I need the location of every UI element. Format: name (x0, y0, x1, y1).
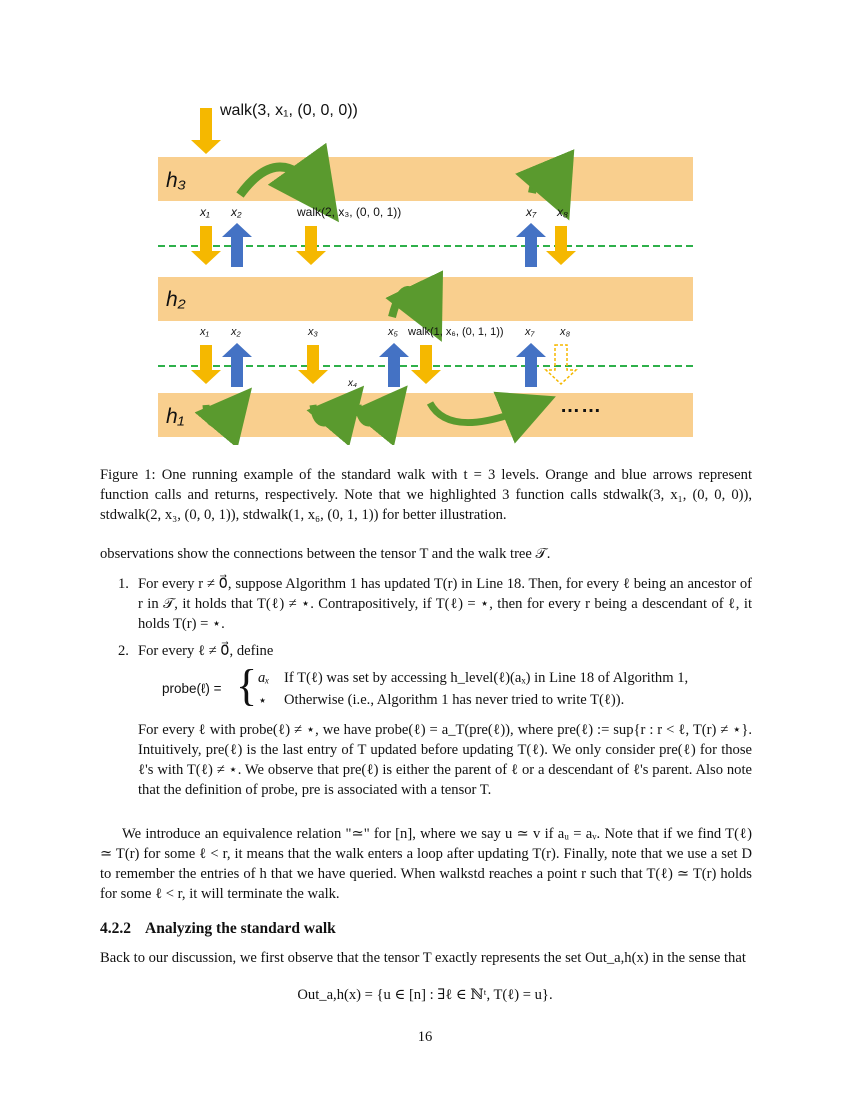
ellipsis: …… (560, 395, 602, 417)
label-x2: x₂ (231, 205, 242, 219)
list-item-2-continued (118, 720, 752, 800)
label-x3: x₃ (308, 326, 318, 338)
label-x8: x₈ (560, 326, 571, 338)
mid-call-label-level1: walk(1, x₆, (0, 1, 1)) (408, 326, 504, 338)
walk-figure (150, 95, 700, 445)
probe-lhs: probe(ℓ) = (162, 681, 222, 696)
probe-definition (162, 661, 762, 714)
dashed-future-call-arrow (546, 345, 576, 384)
label-x7: x₇ (526, 205, 537, 219)
label-x7: x₇ (525, 326, 535, 338)
section-number: 4.2.2 (100, 920, 131, 937)
list-item-2 (118, 641, 752, 661)
list-item-text: For every ℓ ≠ 0⃗, define (138, 643, 274, 659)
case1-condition: If T(ℓ) was set by accessing h_level(ℓ)(aₓ) in Line 18 of Algorithm 1, (284, 670, 689, 686)
orange-call-arrow (191, 345, 221, 384)
mid-call-label-level2: walk(2, x₃, (0, 0, 1)) (297, 205, 402, 219)
orange-call-arrow (298, 345, 328, 384)
case2-value: ⋆ (258, 693, 268, 709)
walk-diagram (150, 95, 700, 445)
case1-value: aₓ (258, 670, 270, 686)
case2-condition: Otherwise (i.e., Algorithm 1 has never tried to write T(ℓ)). (284, 692, 625, 708)
caption-text: One running example of the standard walk with t = 3 levels. Orange and blue arrows represent function calls and returns, respectively. Note that we highlighted 3 function calls stdwalk(3, x₁, (0, 0, 0)), stdwalk(2, x₃, (0, 0, 1)), stdwalk(1, x₆, (0, 1, 1)) for better illustration. (100, 467, 752, 523)
orange-call-arrow (411, 345, 441, 384)
top-call-label: walk(3, x₁, (0, 0, 0)) (220, 102, 358, 119)
case-brace: { (236, 661, 258, 710)
label-x1: x₁ (200, 326, 209, 338)
level-label-h2: h₂ (166, 288, 186, 311)
out-set-equation: Out_a,h(x) = {u ∈ [n] : ∃ℓ ∈ ℕᵗ, T(ℓ) = u}. (297, 987, 553, 1003)
caption-label: Figure 1: (100, 467, 156, 483)
label-x2: x₂ (231, 326, 241, 338)
list-item-1 (118, 574, 752, 634)
section-title: Analyzing the standard walk (145, 920, 336, 937)
list-item-text: For every ℓ with probe(ℓ) ≠ ⋆, we have probe(ℓ) = a_T(pre(ℓ)), where pre(ℓ) := sup{r : r < ℓ, T(r) ≠ ⋆}. Intuitively, pre(ℓ) is the last entry of T updated before updating T(ℓ). We only consider pre(ℓ) for those ℓ's with T(ℓ) ≠ ⋆. We observe that pre(ℓ) is either the parent of ℓ or a descendant of ℓ's parent. Also note that the definition of probe, pre is associated with a tensor T. (138, 722, 752, 798)
list-number: 1. (118, 576, 129, 592)
equivalence-paragraph: We introduce an equivalence relation "≃" for [n], where we say u ≃ v if aᵤ = aᵥ. Note that if we find T(ℓ) ≃ T(r) for some ℓ < r, it means that the walk enters a loop after updating T(r). Finally, note that we use a set D to remember the entries of h that we have queried. When walkstd reaches a point r such that T(ℓ) ≃ T(r) holds for some ℓ < r, it will terminate the walk. (100, 826, 752, 902)
level-label-h1: h₁ (166, 405, 185, 428)
level-band-h1 (158, 393, 693, 437)
list-item-text: For every r ≠ 0⃗, suppose Algorithm 1 has updated T(r) in Line 18. Then, for every ℓ being an ancestor of r in 𝒯, it holds that T(ℓ) ≠ ⋆. Contrapositively, if T(ℓ) = ⋆, then for every r being a descendant of ℓ, it holds T(r) = ⋆. (138, 576, 752, 632)
label-x5: x₅ (388, 326, 398, 338)
figure-caption (100, 465, 752, 525)
page-number: 16 (417, 1029, 433, 1045)
label-x4: x₄ (348, 378, 358, 389)
label-x1: x₁ (200, 205, 210, 219)
discussion-paragraph: Back to our discussion, we first observe that the tensor T exactly represents the set Out_a,h(x) in the sense that (100, 950, 746, 966)
blue-return-arrow (516, 223, 546, 267)
level-band-h3 (158, 157, 693, 201)
orange-call-arrow (191, 108, 221, 154)
blue-return-arrow (516, 343, 546, 387)
level-label-h3: h₃ (166, 169, 187, 192)
intro-paragraph: observations show the connections between the tensor T and the walk tree 𝒯. (100, 546, 551, 562)
orange-call-arrow (296, 226, 326, 265)
level-band-h2 (158, 277, 693, 321)
section-heading (100, 920, 350, 938)
label-x8: x₈ (557, 205, 569, 219)
list-number: 2. (118, 643, 129, 659)
